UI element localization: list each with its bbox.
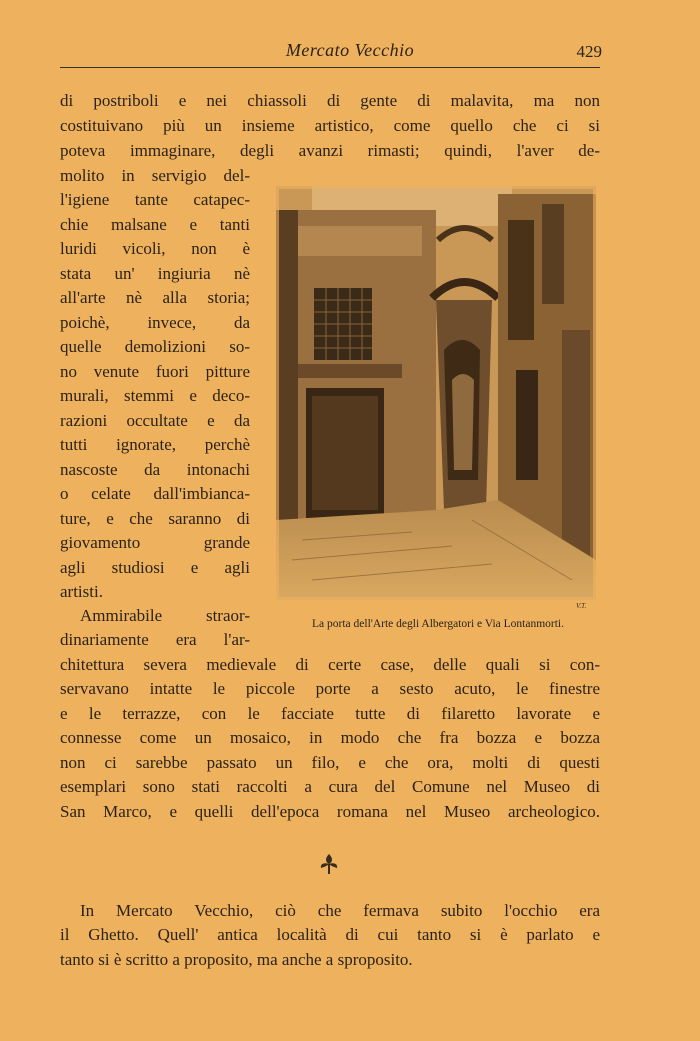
text-line: di postriboli e nei chiassoli di gente di malavita, ma non bbox=[60, 91, 600, 110]
street-illustration bbox=[272, 180, 600, 612]
text-line: giovamento grande bbox=[60, 533, 250, 552]
text-line: non ci sarebbe passato un filo, e che ora, molti di questi bbox=[60, 753, 600, 772]
text-line: il Ghetto. Quell' antica località di cui tanto si è parlato e bbox=[60, 925, 600, 944]
artist-signature: V.T. bbox=[576, 602, 587, 610]
text-line: poichè, invece, da bbox=[60, 313, 250, 332]
text-line: chitettura severa medievale di certe case, delle quali si con- bbox=[60, 655, 600, 674]
text-line: luridi vicoli, non è bbox=[60, 239, 250, 258]
text-line: all'arte nè alla storia; bbox=[60, 288, 250, 307]
text-line: costituivano più un insieme artistico, come quello che ci si bbox=[60, 116, 600, 135]
text-line: nascoste da intonachi bbox=[60, 460, 250, 479]
text-line: l'igiene tante catapec- bbox=[60, 190, 250, 209]
text-line: chie malsane e tanti bbox=[60, 215, 250, 234]
text-line: molito in servigio del- bbox=[60, 166, 250, 185]
text-line: In Mercato Vecchio, ciò che fermava subito l'occhio era bbox=[80, 901, 600, 920]
text-line: murali, stemmi e deco- bbox=[60, 386, 250, 405]
text-line: dinariamente era l'ar- bbox=[60, 630, 250, 649]
figure-caption: La porta dell'Arte degli Albergatori e Via Lontanmorti. bbox=[312, 618, 564, 630]
text-line: esemplari sono stati raccolti a cura del Comune nel Museo di bbox=[60, 777, 600, 796]
text-line: o celate dall'imbianca- bbox=[60, 484, 250, 503]
text-line: no venute fuori pitture bbox=[60, 362, 250, 381]
text-line: tutti ignorate, perchè bbox=[60, 435, 250, 454]
text-line: Ammirabile straor- bbox=[80, 606, 250, 625]
text-line: ture, e che saranno di bbox=[60, 509, 250, 528]
page-number: 429 bbox=[576, 42, 602, 61]
text-line: quelle demolizioni so- bbox=[60, 337, 250, 356]
text-line: poteva immaginare, degli avanzi rimasti; quindi, l'aver de- bbox=[60, 141, 600, 160]
running-header-title: Mercato Vecchio bbox=[285, 40, 415, 60]
text-line: agli studiosi e agli bbox=[60, 558, 250, 577]
header-rule bbox=[60, 67, 600, 68]
text-line: San Marco, e quelli dell'epoca romana nel Museo archeologico. bbox=[60, 802, 600, 821]
text-line: servavano intatte le piccole porte a sesto acuto, le finestre bbox=[60, 679, 600, 698]
text-line: e le terrazze, con le facciate tutte di filaretto lavorate e bbox=[60, 704, 600, 723]
text-line: connesse come un mosaico, in modo che fra bozza e bozza bbox=[60, 728, 600, 747]
text-line: razioni occultate e da bbox=[60, 411, 250, 430]
fleuron-ornament bbox=[318, 852, 340, 876]
text-line: artisti. bbox=[60, 582, 103, 601]
text-line: tanto si è scritto a proposito, ma anche a sproposito. bbox=[60, 950, 413, 969]
text-line: stata un' ingiuria nè bbox=[60, 264, 250, 283]
